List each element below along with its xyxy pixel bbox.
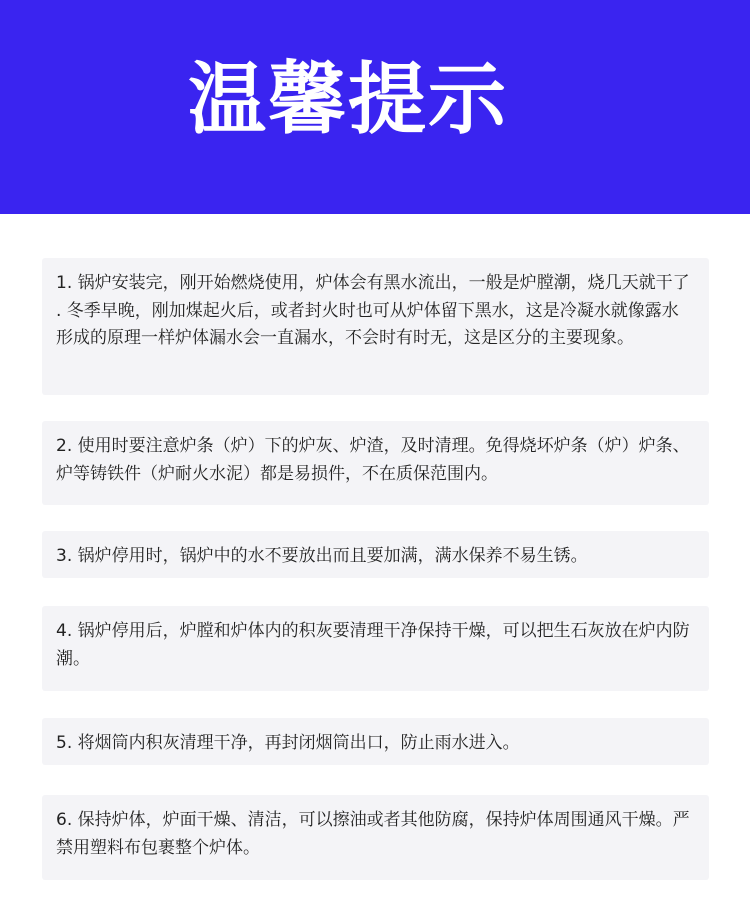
tip-text: 6. 保持炉体，炉面干燥、清洁，可以擦油或者其他防腐，保持炉体周围通风干燥。严禁用塑料布包裹整个炉体。 <box>56 810 690 858</box>
tip-card <box>42 531 709 578</box>
tip-text: 4. 锅炉停用后，炉膛和炉体内的积灰要清理干净保持干燥，可以把生石灰放在炉内防潮。 <box>56 621 690 669</box>
tip-card <box>42 795 709 880</box>
tip-card <box>42 421 709 505</box>
tip-card <box>42 606 709 691</box>
tip-card <box>42 718 709 765</box>
page-title: 温馨提示 <box>188 55 509 145</box>
tip-text: 2. 使用时要注意炉条（炉）下的炉灰、炉渣，及时清理。免得烧坏炉条（炉）炉条、炉等铸铁件（炉耐火水泥）都是易损件，不在质保范围内。 <box>56 436 690 484</box>
header-banner <box>0 0 750 214</box>
tip-card <box>42 258 709 395</box>
tip-text: 1. 锅炉安装完，刚开始燃烧使用，炉体会有黑水流出，一般是炉膛潮，烧几天就干了 . 冬季早晚，刚加煤起火后，或者封火时也可从炉体留下黑水，这是冷凝水就像露水形成的原理一样炉体漏水会一直漏水，不会时有时无，这是区分的主要现象。 <box>56 273 690 348</box>
tip-text: 3. 锅炉停用时，锅炉中的水不要放出而且要加满，满水保养不易生锈。 <box>56 546 588 566</box>
tip-text: 5. 将烟筒内积灰清理干净，再封闭烟筒出口，防止雨水进入。 <box>56 733 520 753</box>
